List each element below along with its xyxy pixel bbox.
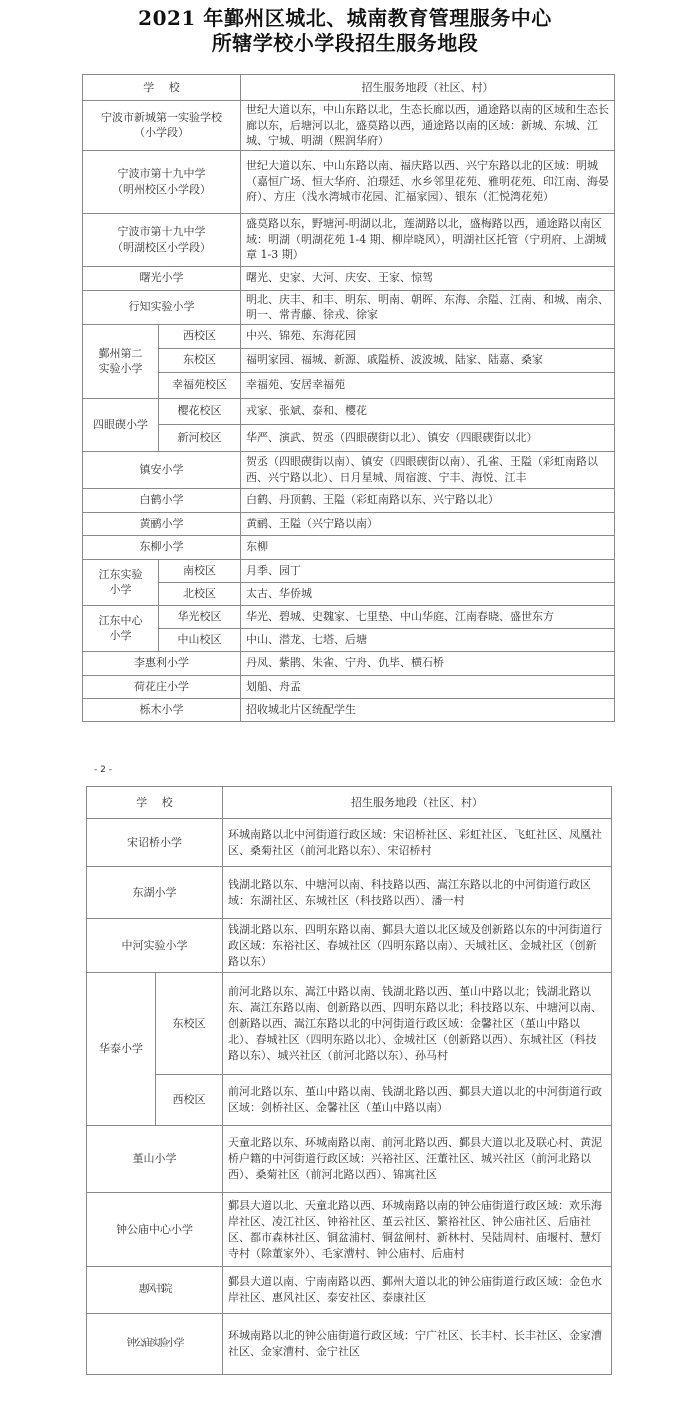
table-row <box>83 348 615 372</box>
area-cell: 东柳 <box>241 535 615 559</box>
table-row <box>83 628 615 651</box>
school-cell <box>83 605 159 651</box>
campus-cell: 北校区 <box>159 582 241 605</box>
table-row <box>83 605 615 628</box>
school-cell <box>83 150 241 213</box>
school-cell <box>83 101 241 151</box>
school-cell <box>83 324 159 398</box>
area-cell: 中山、潜龙、七塔、后塘 <box>241 628 615 651</box>
school-cell: 行知实验小学 <box>83 290 241 324</box>
school-cell: 四眼碶小学 <box>83 398 159 451</box>
school-name: 宁波市第十九中学 <box>117 167 206 180</box>
school-cell: 华泰小学 <box>87 973 156 1126</box>
area-cell: 曙光、史家、大河、庆安、王家、惊驾 <box>241 266 615 290</box>
table-row <box>87 819 612 867</box>
school-name-suffix: （明州校区小学段） <box>112 182 211 196</box>
table-row <box>83 698 615 721</box>
area-cell: 华严、演武、贺丞（四眼碶街以北）、镇安（四眼碶街以北） <box>241 424 615 451</box>
table-row <box>83 290 615 324</box>
document-title-line-2: 所辖学校小学段招生服务地段 <box>211 31 479 55</box>
school-cell: 惠风书院 <box>87 1267 223 1314</box>
table-row <box>83 559 615 582</box>
area-cell: 钱湖北路以东、四明东路以南、鄞县大道以北区域及创新路以东的中河街道行政区域：东裕社区、春城社区（四明东路以南）、天城社区、金城社区（创新路以东） <box>223 919 612 973</box>
school-name-suffix: （明湖校区小学段） <box>112 240 211 254</box>
area-cell: 黄鹂、王隘（兴宁路以南） <box>241 512 615 535</box>
area-cell: 贺丞（四眼碶街以南）、镇安（四眼碶街以南）、孔雀、王隘（彩虹南路以西、兴宁路以北）、日月星城、周宿渡、宁丰、海悦、江丰 <box>241 451 615 488</box>
table-row <box>83 150 615 213</box>
campus-cell: 东校区 <box>156 973 223 1075</box>
school-cell: 荷花庄小学 <box>83 675 241 698</box>
school-name: 江东实验 <box>98 567 143 581</box>
area-cell: 鄞县大道以北、天童北路以西、环城南路以南的钟公庙街道行政区域：欢乐海岸社区、凌江社区、钟裕社区、堇云社区、繁裕社区、钟公庙社区、后庙社区、都市森林社区、铜盆浦村、铜盆闸村、新林村、吴陆周村、庙堰村、慧灯寺村（除董家外）、毛家漕村、钟公庙村、后庙村 <box>223 1193 612 1267</box>
header-area: 招生服务地段（社区、村） <box>223 787 612 819</box>
school-cell: 栎木小学 <box>83 698 241 721</box>
area-cell: 明北、庆丰、和丰、明东、明南、朝晖、东海、余隘、江南、和城、南余、明一、常青藤、徐戎、徐家 <box>241 290 615 324</box>
campus-cell: 南校区 <box>159 559 241 582</box>
table-row <box>83 372 615 398</box>
table-row <box>87 1126 612 1193</box>
table-row <box>83 424 615 451</box>
header-area: 招生服务地段（社区、村） <box>241 75 615 101</box>
area-cell: 环城南路以北中河街道行政区域：宋诏桥社区、彩虹社区、飞虹社区、凤凰社区、桑菊社区（前河北路以东）、宋诏桥村 <box>223 819 612 867</box>
table-row <box>87 867 612 919</box>
area-cell: 前河北路以东、堇山中路以南、钱湖北路以西、鄞县大道以北的中河街道行政区域：剑桥社区、金馨社区（堇山中路以南） <box>223 1075 612 1126</box>
table-row <box>83 101 615 151</box>
school-name-suffix: （小学段） <box>134 126 189 140</box>
school-cell: 李惠利小学 <box>83 651 241 675</box>
table-row <box>83 398 615 424</box>
area-cell: 钱湖北路以东、中塘河以南、科技路以西、嵩江东路以北的中河街道行政区域：东湖社区、东城社区（科技路以西）、潘一村 <box>223 867 612 919</box>
area-cell: 环城南路以北的钟公庙街道行政区域：宁广社区、长丰村、长丰社区、金家漕社区、金家漕村、金宁社区 <box>223 1314 612 1375</box>
campus-cell: 西校区 <box>156 1075 223 1126</box>
area-cell: 前河北路以东、嵩江中路以南、钱湖北路以西、堇山中路以北；钱湖北路以东、嵩江东路以南、创新路以西、四明东路以北；科技路以东、中塘河以南、创新路以西、嵩江东路以北的中河街道行政区域：金馨社区（堇山中路以北）、春城社区（四明东路以北）、金城社区（创新路以西）、东城社区（科技路以东）、城兴社区（前河北路以东）、孙马村 <box>223 973 612 1075</box>
header-school: 学 校 <box>83 75 241 101</box>
table-row <box>87 1314 612 1375</box>
table-header-row <box>83 75 615 101</box>
school-cell: 钟公庙实验小学 <box>87 1314 223 1375</box>
area-cell: 世纪大道以东、中山东路以南、福庆路以西、兴宁东路以北的区域：明城（嘉恒广场、恒大华府、泊璟廷、水乡邻里花苑、雅明花苑、印江南、海晏府）、方庄（浅水湾城市花园、汇福家园）、银东（汇悦湾花苑） <box>241 150 615 213</box>
school-cell: 黄鹂小学 <box>83 512 241 535</box>
school-name: 宁波市第十九中学 <box>117 225 206 238</box>
enrollment-table-page-2 <box>86 786 612 1375</box>
campus-cell: 中山校区 <box>159 628 241 651</box>
table-row <box>83 451 615 488</box>
school-cell: 钟公庙中心小学 <box>87 1193 223 1267</box>
school-cell: 东湖小学 <box>87 867 223 919</box>
campus-cell: 东校区 <box>159 348 241 372</box>
table-row <box>87 973 612 1075</box>
area-cell: 华光、碧城、史魏家、七里垫、中山华庭、江南春晓、盛世东方 <box>241 605 615 628</box>
school-name-suffix: 小学 <box>109 583 132 596</box>
area-cell: 世纪大道以东，中山东路以北，生态长廊以西，通途路以南的区域和生态长廊以东，后塘河以北，盛莫路以西，通途路以南的区域：新城、东城、江城、宁城、明湖（熙润华府） <box>241 101 615 151</box>
table-row <box>83 213 615 266</box>
school-cell: 曙光小学 <box>83 266 241 290</box>
school-cell: 东柳小学 <box>83 535 241 559</box>
document-title-line-1: 2021 年鄞州区城北、城南教育管理服务中心 <box>138 6 552 30</box>
school-cell <box>83 559 159 605</box>
area-cell: 福明家园、福城、新源、戚隘桥、波波城、陆家、陆嘉、桑家 <box>241 348 615 372</box>
area-cell: 戎家、张斌、泰和、樱花 <box>241 398 615 424</box>
campus-cell: 新河校区 <box>159 424 241 451</box>
school-name-suffix: 实验小学 <box>98 362 143 375</box>
table-row <box>83 535 615 559</box>
campus-cell: 西校区 <box>159 324 241 348</box>
school-cell: 宋诏桥小学 <box>87 819 223 867</box>
page-number: - 2 - <box>94 765 112 775</box>
area-cell: 丹凤、紫鹃、朱雀、宁舟、仇毕、横石桥 <box>241 651 615 675</box>
area-cell: 幸福苑、安居幸福苑 <box>241 372 615 398</box>
area-cell: 月季、园丁 <box>241 559 615 582</box>
area-cell: 白鹤、丹顶鹤、王隘（彩虹南路以东、兴宁路以北） <box>241 488 615 512</box>
school-name-suffix: 小学 <box>109 629 132 642</box>
table-row <box>87 1075 612 1126</box>
table-row <box>87 1193 612 1267</box>
school-cell: 中河实验小学 <box>87 919 223 973</box>
area-cell: 鄞县大道以南、宁南南路以西、鄞州大道以北的钟公庙街道行政区域：金色水岸社区、惠风社区、泰安社区、泰康社区 <box>223 1267 612 1314</box>
table-row <box>83 488 615 512</box>
school-cell: 堇山小学 <box>87 1126 223 1193</box>
school-cell <box>83 213 241 266</box>
table-row <box>83 512 615 535</box>
campus-cell: 华光校区 <box>159 605 241 628</box>
campus-cell: 幸福苑校区 <box>159 372 241 398</box>
area-cell: 天童北路以东、环城南路以南、前河北路以西、鄞县大道以北及联心村、黄泥桥户籍的中河街道行政区域：兴裕社区、汪董社区、城兴社区（前河北路以西）、桑菊社区（前河北路以西）、锦寓社区 <box>223 1126 612 1193</box>
school-name: 宁波市新城第一实验学校 <box>101 110 222 124</box>
table-row <box>83 266 615 290</box>
area-cell: 划船、舟孟 <box>241 675 615 698</box>
header-school: 学 校 <box>87 787 223 819</box>
school-cell: 白鹤小学 <box>83 488 241 512</box>
area-cell: 中兴、锦苑、东海花园 <box>241 324 615 348</box>
table-row <box>83 324 615 348</box>
school-cell: 镇安小学 <box>83 451 241 488</box>
school-name: 江东中心 <box>98 613 143 627</box>
table-row <box>83 582 615 605</box>
area-cell: 太古、华侨城 <box>241 582 615 605</box>
school-name: 鄞州第二 <box>98 346 143 360</box>
table-row <box>87 1267 612 1314</box>
table-row <box>87 919 612 973</box>
table-row <box>83 651 615 675</box>
area-cell: 招收城北片区统配学生 <box>241 698 615 721</box>
table-header-row <box>87 787 612 819</box>
table-row <box>83 675 615 698</box>
campus-cell: 樱花校区 <box>159 398 241 424</box>
area-cell: 盛莫路以东，野塘河-明湖以北，莲湖路以北，盛梅路以西，通途路以南区域：明湖（明湖花苑 1-4 期、柳岸晓风），明湖社区托管（宁玥府、上湖城章 1-3 期） <box>241 213 615 266</box>
enrollment-table-page-1 <box>82 74 615 722</box>
